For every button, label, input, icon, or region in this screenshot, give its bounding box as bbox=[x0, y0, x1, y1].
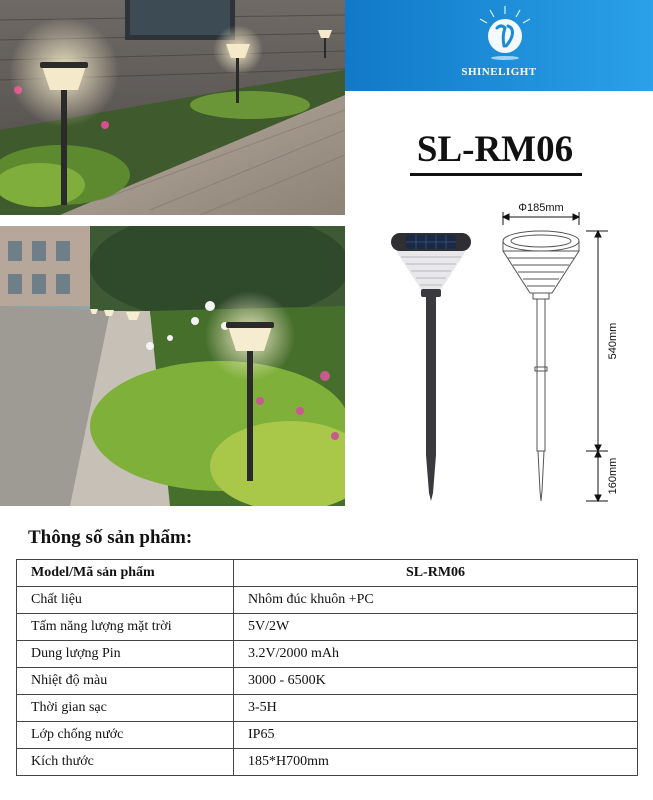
spec-header-label: Model/Mã sản phẩm bbox=[17, 560, 234, 587]
spec-value: 3-5H bbox=[234, 695, 638, 722]
spec-value: Nhôm đúc khuôn +PC bbox=[234, 587, 638, 614]
lower-height-label: 160mm bbox=[607, 457, 619, 495]
diameter-label: Φ185mm bbox=[518, 202, 564, 214]
product-dimension-drawing bbox=[376, 195, 653, 515]
upper-height-label: 540mm bbox=[607, 322, 619, 360]
spec-value: 5V/2W bbox=[234, 614, 638, 641]
garden-path-evening-photo bbox=[0, 226, 345, 506]
shinelight-logo-icon bbox=[468, 2, 542, 66]
lamp-photo-icon bbox=[0, 226, 345, 506]
spec-row bbox=[17, 722, 638, 749]
model-title: SL-RM06 bbox=[416, 129, 574, 170]
spec-row bbox=[17, 695, 638, 722]
spec-value: 3000 - 6500K bbox=[234, 668, 638, 695]
spec-value: IP65 bbox=[234, 722, 638, 749]
spec-header-row bbox=[17, 560, 638, 587]
spec-header-value: SL-RM06 bbox=[234, 560, 638, 587]
spec-label: Thời gian sạc bbox=[17, 695, 234, 722]
spec-row bbox=[17, 587, 638, 614]
spec-label: Tấm năng lượng mặt trời bbox=[17, 614, 234, 641]
spec-label: Chất liệu bbox=[17, 587, 234, 614]
spec-label: Dung lượng Pin bbox=[17, 641, 234, 668]
spec-table bbox=[16, 559, 638, 776]
spec-label: Kích thước bbox=[17, 749, 234, 776]
lamp-photo-icon bbox=[0, 0, 345, 215]
lamp-outline bbox=[503, 231, 579, 501]
spec-row bbox=[17, 614, 638, 641]
title-underline bbox=[410, 173, 582, 176]
spec-row bbox=[17, 668, 638, 695]
lamp-render bbox=[391, 233, 471, 501]
garden-path-daytime-photo bbox=[0, 0, 345, 215]
spec-label: Lớp chống nước bbox=[17, 722, 234, 749]
brand-name: SHINELIGHT bbox=[461, 66, 537, 78]
spec-label: Nhiệt độ màu bbox=[17, 668, 234, 695]
spec-value: 185*H700mm bbox=[234, 749, 638, 776]
spec-value: 3.2V/2000 mAh bbox=[234, 641, 638, 668]
specs-heading: Thông số sản phẩm: bbox=[28, 527, 193, 548]
spec-row bbox=[17, 641, 638, 668]
lamp-diagram-icon bbox=[376, 195, 653, 515]
spec-row bbox=[17, 749, 638, 776]
